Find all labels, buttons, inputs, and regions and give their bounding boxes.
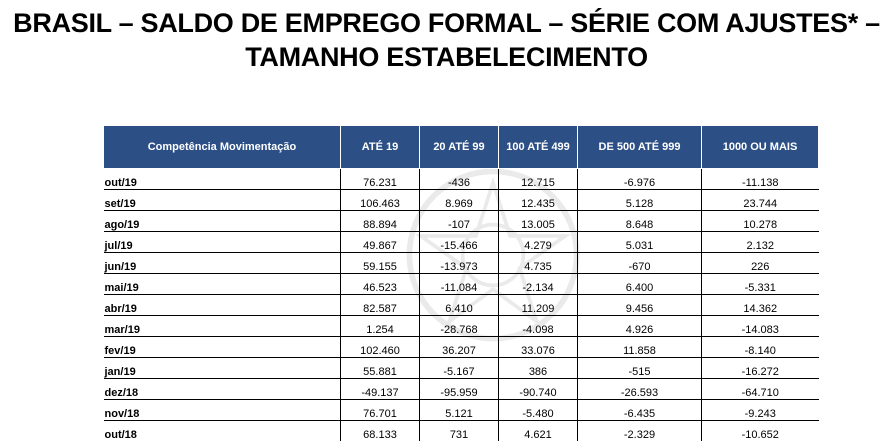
value-cell: 11.858 (578, 337, 702, 358)
table-row (104, 337, 819, 358)
value-cell: 12.715 (499, 169, 578, 190)
value-cell: 68.133 (341, 421, 420, 442)
value-cell: 33.076 (499, 337, 578, 358)
month-cell: set/19 (104, 190, 341, 211)
table-row (104, 232, 819, 253)
value-cell: 49.867 (341, 232, 420, 253)
value-cell: 386 (499, 358, 578, 379)
value-cell: -10.652 (741, 429, 779, 441)
month-cell: out/19 (104, 169, 341, 190)
column-header-100-ate-499: 100 ATÉ 499 (499, 126, 578, 169)
value-cell: 76.701 (341, 400, 420, 421)
month-cell: out/18 (104, 421, 341, 442)
value-cell: 9.456 (578, 295, 702, 316)
month-cell: jan/19 (104, 358, 341, 379)
value-cell: 10.278 (702, 211, 819, 232)
value-cell: -8.140 (702, 337, 819, 358)
value-cell: -6.976 (578, 169, 702, 190)
column-header-20-ate-99: 20 ATÉ 99 (420, 126, 499, 169)
month-cell: fev/19 (104, 337, 341, 358)
value-cell: 46.523 (341, 274, 420, 295)
value-cell: -107 (420, 211, 499, 232)
value-cell: 8.648 (578, 211, 702, 232)
value-cell: -6.435 (578, 400, 702, 421)
month-cell: jun/19 (104, 253, 341, 274)
value-cell: -13.973 (420, 253, 499, 274)
value-cell: -11.084 (420, 274, 499, 295)
value-cell: -4.098 (499, 316, 578, 337)
column-header-ate-19: ATÉ 19 (341, 126, 420, 169)
table-row (104, 379, 819, 400)
month-cell: mar/19 (104, 316, 341, 337)
table-row (104, 169, 819, 190)
value-cell: -95.959 (420, 379, 499, 400)
month-cell: jul/19 (104, 232, 341, 253)
table-row (104, 421, 819, 442)
value-cell: 23.744 (702, 190, 819, 211)
value-cell: -90.740 (499, 379, 578, 400)
value-cell: -26.593 (578, 379, 702, 400)
title-line-2: TAMANHO ESTABELECIMENTO (245, 42, 648, 72)
table-row (104, 190, 819, 211)
value-cell: 55.881 (341, 358, 420, 379)
value-cell: 2.132 (702, 232, 819, 253)
value-cell: 6.410 (420, 295, 499, 316)
value-cell: -14.083 (702, 316, 819, 337)
table-row (104, 358, 819, 379)
value-cell: 76.231 (341, 169, 420, 190)
value-cell: -28.768 (420, 316, 499, 337)
month-cell: ago/19 (104, 211, 341, 232)
value-cell: 226 (702, 253, 819, 274)
value-cell: -49.137 (341, 379, 420, 400)
column-header-500-ate-999: DE 500 ATÉ 999 (578, 126, 702, 169)
value-cell: 4.926 (578, 316, 702, 337)
value-cell: 102.460 (341, 337, 420, 358)
value-cell: 4.621 (499, 421, 578, 442)
value-cell: 731 (420, 421, 499, 442)
value-cell: -11.138 (702, 169, 819, 190)
value-cell: 11.209 (499, 295, 578, 316)
month-cell: nov/18 (104, 400, 341, 421)
table-row (104, 274, 819, 295)
title-line-1: BRASIL – SALDO DE EMPREGO FORMAL – SÉRIE COM AJUSTES* – (13, 8, 880, 38)
value-cell: 12.435 (499, 190, 578, 211)
value-cell: 36.207 (420, 337, 499, 358)
value-cell: -5.480 (499, 400, 578, 421)
value-cell: 6.400 (578, 274, 702, 295)
value-cell: 82.587 (341, 295, 420, 316)
value-cell: 5.128 (578, 190, 702, 211)
value-cell: 8.969 (420, 190, 499, 211)
value-cell: 13.005 (499, 211, 578, 232)
value-cell: 1.254 (341, 316, 420, 337)
value-cell: -9.243 (702, 400, 819, 421)
value-cell: -16.272 (702, 358, 819, 379)
value-cell: 4.279 (499, 232, 578, 253)
value-cell: -15.466 (420, 232, 499, 253)
value-cell: -436 (420, 169, 499, 190)
column-header-month: Competência Movimentação (104, 126, 341, 169)
month-cell: mai/19 (104, 274, 341, 295)
value-cell: -5.167 (420, 358, 499, 379)
table-row (104, 316, 819, 337)
value-cell: -2.134 (499, 274, 578, 295)
column-header-1000-ou-mais: 1000 OU MAIS (702, 126, 819, 169)
month-cell: abr/19 (104, 295, 341, 316)
table-row (104, 253, 819, 274)
value-cell: -5.331 (702, 274, 819, 295)
month-cell: dez/18 (104, 379, 341, 400)
value-cell: 88.894 (341, 211, 420, 232)
employment-table (103, 125, 819, 441)
value-cell: 5.121 (420, 400, 499, 421)
value-cell: 14.362 (702, 295, 819, 316)
table-row (104, 211, 819, 232)
value-cell: -2.329 (578, 421, 702, 442)
value-cell: 5.031 (578, 232, 702, 253)
table-row (104, 400, 819, 421)
value-cell: 59.155 (341, 253, 420, 274)
value-cell: -515 (578, 358, 702, 379)
table-row (104, 295, 819, 316)
table-header-row (104, 126, 819, 169)
value-cell: -670 (578, 253, 702, 274)
value-cell: -64.710 (702, 379, 819, 400)
value-cell: 4.735 (499, 253, 578, 274)
page-title (0, 6, 893, 74)
value-cell: 106.463 (341, 190, 420, 211)
